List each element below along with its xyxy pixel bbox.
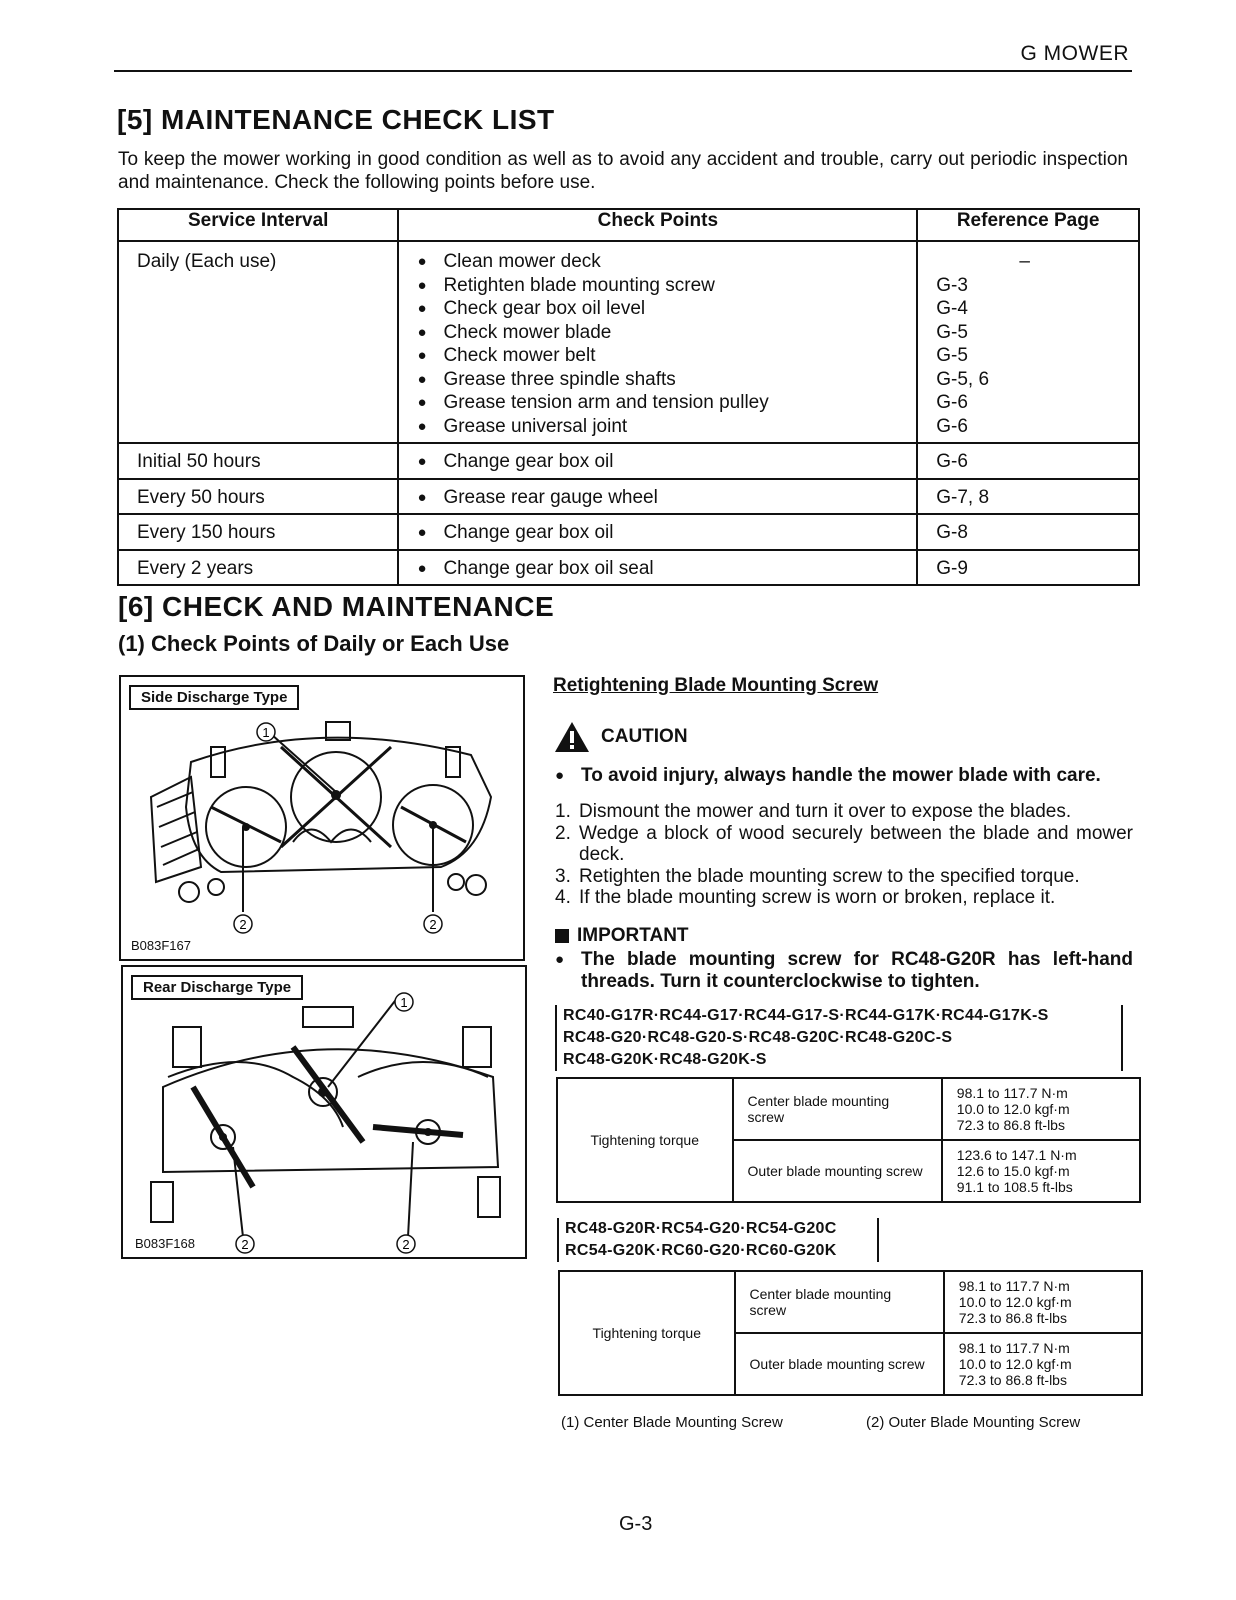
important-bullet: ● The blade mounting screw for RC48-G20R has left-hand threads. Turn it counterclockwise to tighten.: [555, 949, 1133, 993]
caption-center-screw: (1) Center Blade Mounting Screw: [561, 1414, 783, 1431]
section6-title: [6] CHECK AND MAINTENANCE: [118, 591, 555, 622]
table-header: Reference Page: [917, 209, 1139, 241]
caution-bullet: ● To avoid injury, always handle the mower blade with care.: [555, 765, 1135, 787]
outer-screw-values: [942, 1140, 1140, 1202]
square-icon: [555, 929, 569, 943]
torque-value: 12.6 to 15.0 kgf·m: [956, 1163, 1070, 1179]
list-item: [555, 801, 1133, 823]
reference-page: G-5: [936, 345, 968, 366]
center-screw-values: [944, 1271, 1142, 1333]
center-screw-label: Center blade mounting screw: [735, 1271, 944, 1333]
maintenance-table: [117, 208, 1140, 586]
torque-value: 72.3 to 86.8 ft-lbs: [958, 1372, 1067, 1388]
model-group-2: [557, 1218, 879, 1262]
step-number: 3.: [555, 865, 571, 887]
figure-label: Side Discharge Type: [129, 685, 299, 710]
torque-value: 91.1 to 108.5 ft-lbs: [956, 1179, 1073, 1195]
outer-screw-values: [944, 1333, 1142, 1395]
interval-cell: Every 50 hours: [118, 479, 398, 515]
table-row: [118, 443, 1139, 479]
reference-page: G-6: [917, 443, 1139, 479]
outer-screw-label: Outer blade mounting screw: [735, 1333, 944, 1395]
callout-2: 2: [429, 917, 437, 932]
model-line: RC48-G20·RC48-G20-S·RC48-G20C·RC48-G20C-S: [563, 1029, 953, 1046]
figure-label: Rear Discharge Type: [131, 975, 303, 1000]
check-point: ● Grease three spindle shafts: [417, 368, 898, 392]
callout-2: 2: [402, 1237, 410, 1252]
torque-label: Tightening torque: [557, 1078, 733, 1202]
section6-subtitle: (1) Check Points of Daily or Each Use: [118, 631, 510, 656]
model-line: RC54-G20K·RC60-G20·RC60-G20K: [565, 1242, 837, 1259]
model-line: RC48-G20K·RC48-G20K-S: [563, 1051, 767, 1068]
torque-value: 98.1 to 117.7 N·m: [958, 1278, 1070, 1294]
check-point: ● Grease universal joint: [417, 415, 898, 439]
model-line: RC48-G20R·RC54-G20·RC54-G20C: [565, 1220, 837, 1237]
callout-1: 1: [400, 995, 408, 1010]
reference-page: G-4: [936, 298, 968, 319]
table-row: [118, 241, 1139, 443]
torque-table-1: [556, 1077, 1141, 1203]
list-item: [555, 887, 1133, 909]
table-row: [118, 479, 1139, 515]
torque-value: 10.0 to 12.0 kgf·m: [956, 1101, 1070, 1117]
interval-cell: Every 150 hours: [118, 514, 398, 550]
torque-table-2: [558, 1270, 1143, 1396]
check-points-cell: [398, 241, 917, 443]
check-point: ● Change gear box oil seal: [417, 557, 898, 581]
header-rule: [114, 70, 1132, 72]
section-header: G MOWER: [1020, 42, 1129, 65]
step-number: 4.: [555, 887, 571, 908]
outer-screw-label: Outer blade mounting screw: [733, 1140, 942, 1202]
check-point: ● Check mower belt: [417, 344, 898, 368]
table-row: [118, 514, 1139, 550]
list-item: [555, 866, 1133, 888]
reference-page: G-9: [917, 550, 1139, 586]
reference-page: G-8: [917, 514, 1139, 550]
torque-value: 10.0 to 12.0 kgf·m: [958, 1356, 1072, 1372]
list-item: [555, 823, 1133, 866]
torque-value: 10.0 to 12.0 kgf·m: [958, 1294, 1072, 1310]
callout-2: 2: [239, 917, 247, 932]
reference-page: G-6: [936, 392, 968, 413]
section5-intro: To keep the mower working in good condition as well as to avoid any accident and trouble, carry out periodic inspection and maintenance. Check the following points before use.: [118, 149, 1128, 193]
reference-page: G-6: [936, 415, 968, 437]
torque-value: 72.3 to 86.8 ft-lbs: [958, 1310, 1067, 1326]
section5-title: [5] MAINTENANCE CHECK LIST: [117, 104, 555, 135]
caution-label: CAUTION: [601, 726, 688, 747]
torque-value: 98.1 to 117.7 N·m: [956, 1085, 1068, 1101]
check-point: ● Change gear box oil: [417, 521, 898, 545]
important-block: [555, 925, 689, 947]
check-point: ● Check gear box oil level: [417, 297, 898, 321]
reference-page: G-5: [936, 321, 968, 343]
step-text: If the blade mounting screw is worn or broken, replace it.: [579, 887, 1056, 908]
figure-code: B083F168: [135, 1236, 195, 1251]
caption-outer-screw: (2) Outer Blade Mounting Screw: [866, 1414, 1081, 1431]
callout-2: 2: [241, 1237, 249, 1252]
check-point: ● Grease tension arm and tension pulley: [417, 391, 898, 415]
step-text: Wedge a block of wood securely between the blade and mower deck.: [579, 822, 1133, 865]
reference-cell: [917, 241, 1139, 443]
caution-text: [555, 765, 1135, 787]
important-text: [555, 949, 1133, 993]
figure-code: B083F167: [131, 938, 191, 953]
caution-block: [553, 720, 688, 754]
warning-icon: [553, 720, 591, 754]
reference-page: G-5, 6: [936, 368, 990, 390]
important-label: IMPORTANT: [577, 925, 689, 946]
steps-list: [555, 801, 1133, 909]
rear-discharge-figure: [121, 965, 527, 1259]
interval-cell: Initial 50 hours: [118, 443, 398, 479]
check-point: ● Clean mower deck: [417, 250, 898, 274]
torque-value: 72.3 to 86.8 ft-lbs: [956, 1117, 1065, 1133]
page-number: G-3: [619, 1513, 653, 1535]
step-number: 1.: [555, 801, 571, 822]
rear-discharge-deck-illustration: [123, 967, 525, 1257]
reference-page: G-3: [936, 274, 968, 296]
center-screw-label: Center blade mounting screw: [733, 1078, 942, 1140]
check-point: ● Grease rear gauge wheel: [417, 486, 898, 510]
center-screw-values: [942, 1078, 1140, 1140]
torque-value: 98.1 to 117.7 N·m: [958, 1340, 1070, 1356]
torque-label: Tightening torque: [559, 1271, 735, 1395]
reference-page: G-7, 8: [917, 479, 1139, 515]
side-discharge-figure: [119, 675, 525, 961]
torque-value: 123.6 to 147.1 N·m: [956, 1147, 1077, 1163]
retighten-heading: Retightening Blade Mounting Screw: [553, 675, 879, 696]
check-point: ● Retighten blade mounting screw: [417, 274, 898, 298]
table-header: Check Points: [398, 209, 917, 241]
step-text: Retighten the blade mounting screw to the specified torque.: [579, 865, 1080, 887]
interval-cell: Daily (Each use): [118, 241, 398, 443]
step-text: Dismount the mower and turn it over to expose the blades.: [579, 801, 1072, 822]
table-row: [118, 550, 1139, 586]
reference-page: –: [1019, 251, 1030, 272]
model-group-1: [555, 1005, 1123, 1071]
model-line: RC40-G17R·RC44-G17·RC44-G17-S·RC44-G17K·RC44-G17K-S: [563, 1007, 1049, 1024]
interval-cell: Every 2 years: [118, 550, 398, 586]
table-header: Service Interval: [118, 209, 398, 241]
callout-1: 1: [262, 725, 270, 740]
step-number: 2.: [555, 822, 571, 844]
check-point: ● Check mower blade: [417, 321, 898, 345]
side-discharge-deck-illustration: [121, 677, 523, 959]
check-point: ● Change gear box oil: [417, 450, 898, 474]
